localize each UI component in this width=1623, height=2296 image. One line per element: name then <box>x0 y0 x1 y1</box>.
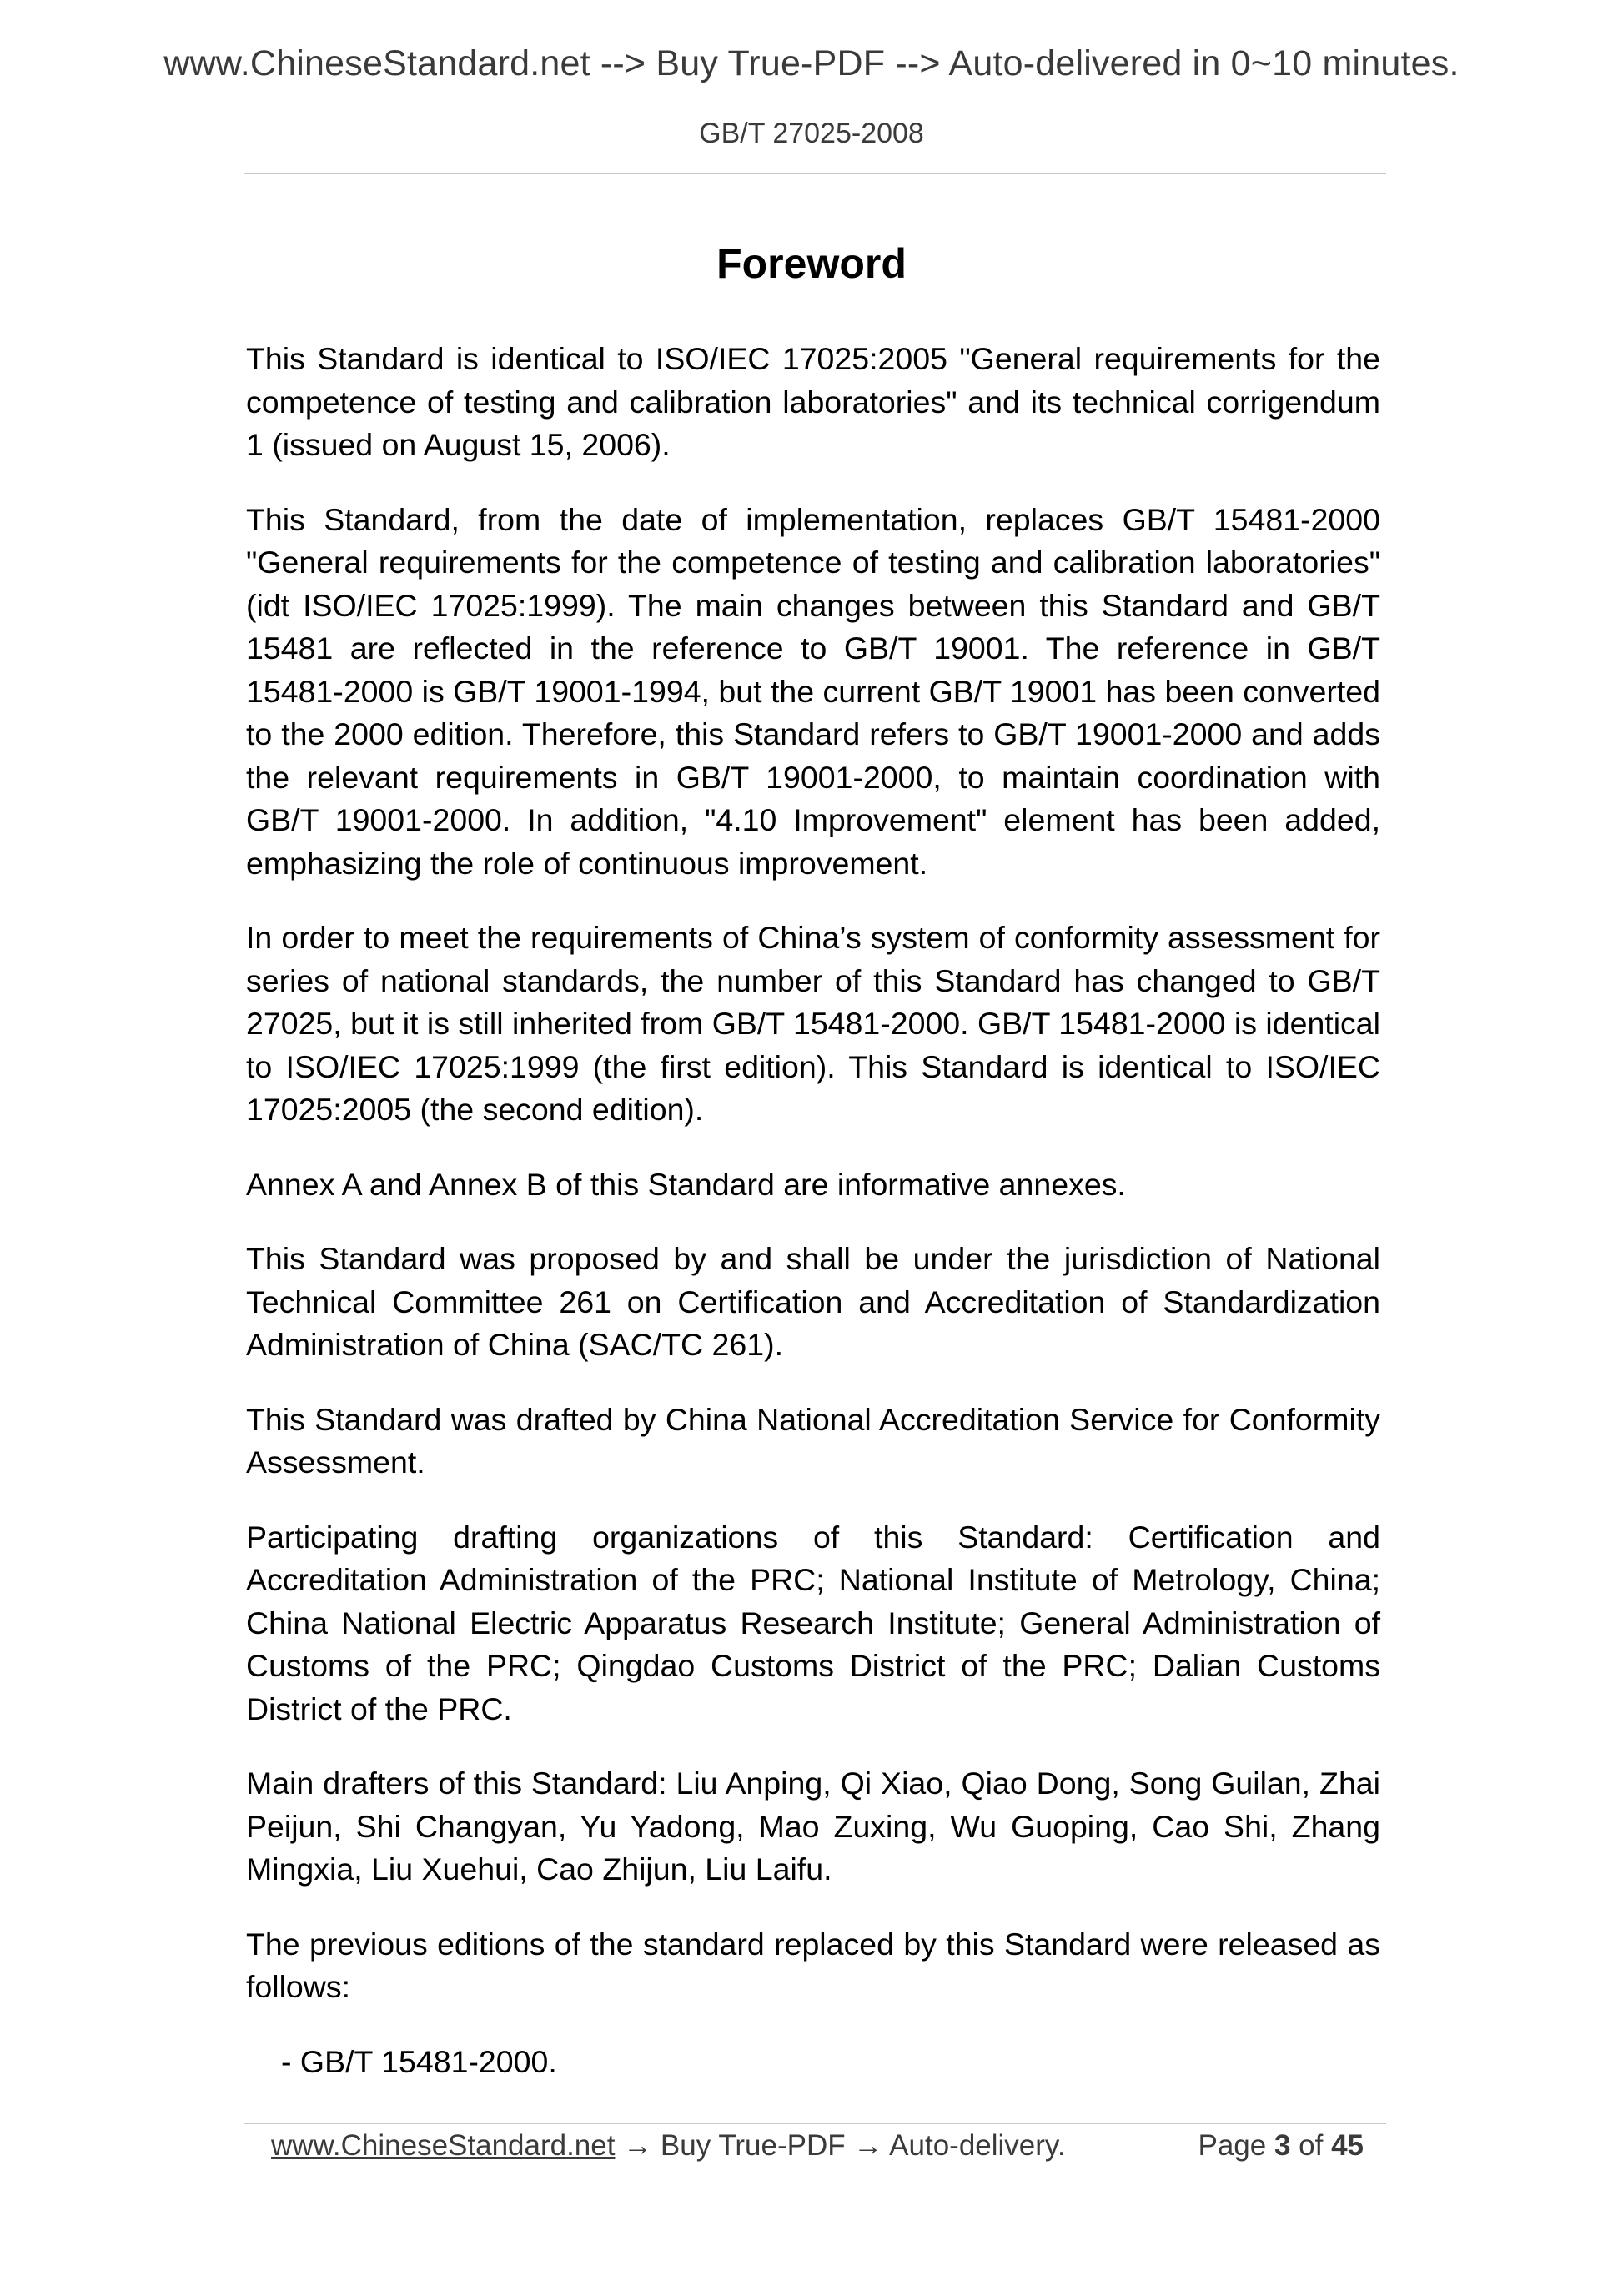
footer-tagline: → Buy True-PDF → Auto-delivery. <box>615 2129 1066 2162</box>
page-current: 3 <box>1274 2129 1291 2162</box>
paragraph-drafted-by: This Standard was drafted by China National Accreditation Service for Conformity Assessment. <box>246 1401 1380 1480</box>
header-divider <box>244 173 1386 174</box>
footer-left <box>271 2129 1066 2163</box>
paragraph-conformity: In order to meet the requirements of China’s system of conformity assessment for series of national standards, the number of this Standard has changed to GB/T 27025, but it is still inherited from GB/T 15481-2000. GB/T 15481-2000 is identical to ISO/IEC 17025:1999 (the first edition). This Standard is identical to ISO/IEC 17025:2005 (the second edition). <box>246 920 1380 1127</box>
paragraph-previous-editions: The previous editions of the standard replaced by this Standard were released as follows: <box>246 1926 1380 2004</box>
footer-divider <box>244 2123 1386 2124</box>
page-label: Page <box>1198 2129 1274 2162</box>
list-item: - GB/T 15481-2000. <box>281 2043 557 2079</box>
page-of: of <box>1290 2129 1332 2162</box>
paragraph-identical-iso: This Standard is identical to ISO/IEC 17025:2005 "General requirements for the competence of testing and calibration laboratories" and its technical corrigendum 1 (issued on August 15, 2006). <box>246 341 1380 462</box>
foreword-body <box>246 338 1380 2083</box>
paragraph-proposed-by: This Standard was proposed by and shall be under the jurisdiction of National Technical Committee 261 on Certification and Accreditation of Standardization Administration of China (SAC/TC 261). <box>246 1241 1380 1362</box>
document-code: GB/T 27025-2008 <box>699 118 924 149</box>
page-total: 45 <box>1331 2129 1364 2162</box>
paragraph-annexes: Annex A and Annex B of this Standard are informative annexes. <box>246 1166 1126 1202</box>
footer-site-link[interactable]: www.ChineseStandard.net <box>271 2129 616 2162</box>
page-title: Foreword <box>716 240 907 287</box>
top-banner: www.ChineseStandard.net --> Buy True-PDF --> Auto-delivered in 0~10 minutes. <box>163 43 1460 83</box>
paragraph-participating-orgs: Participating drafting organizations of this Standard: Certification and Accreditation Administration of the PRC; National Institute of Metrology, China; China National Electric Apparatus Research Institute; General Administration of Customs of the PRC; Qingdao Customs District of the PRC; Dalian Customs District of the PRC. <box>246 1519 1380 1726</box>
page-indicator <box>1198 2129 1364 2163</box>
page-footer <box>271 2129 1364 2163</box>
paragraph-main-drafters: Main drafters of this Standard: Liu Anping, Qi Xiao, Qiao Dong, Song Guilan, Zhai Peijun, Shi Changyan, Yu Yadong, Mao Zuxing, Wu Guoping, Cao Shi, Zhang Mingxia, Liu Xuehui, Cao Zhijun, Liu Laifu. <box>246 1766 1380 1887</box>
paragraph-replaces: This Standard, from the date of implementation, replaces GB/T 15481-2000 "General requirements for the competence of testing and calibration laboratories" (idt ISO/IEC 17025:1999). The main changes between this Standard and GB/T 15481 are reflected in the reference to GB/T 19001. The reference in GB/T 15481-2000 is GB/T 19001-1994, but the current GB/T 19001 has been converted to the 2000 edition. Therefore, this Standard refers to GB/T 19001-2000 and adds the relevant requirements in GB/T 19001-2000, to maintain coordination with GB/T 19001-2000. In addition, "4.10 Improvement" element has been added, emphasizing the role of continuous improvement. <box>246 501 1380 881</box>
